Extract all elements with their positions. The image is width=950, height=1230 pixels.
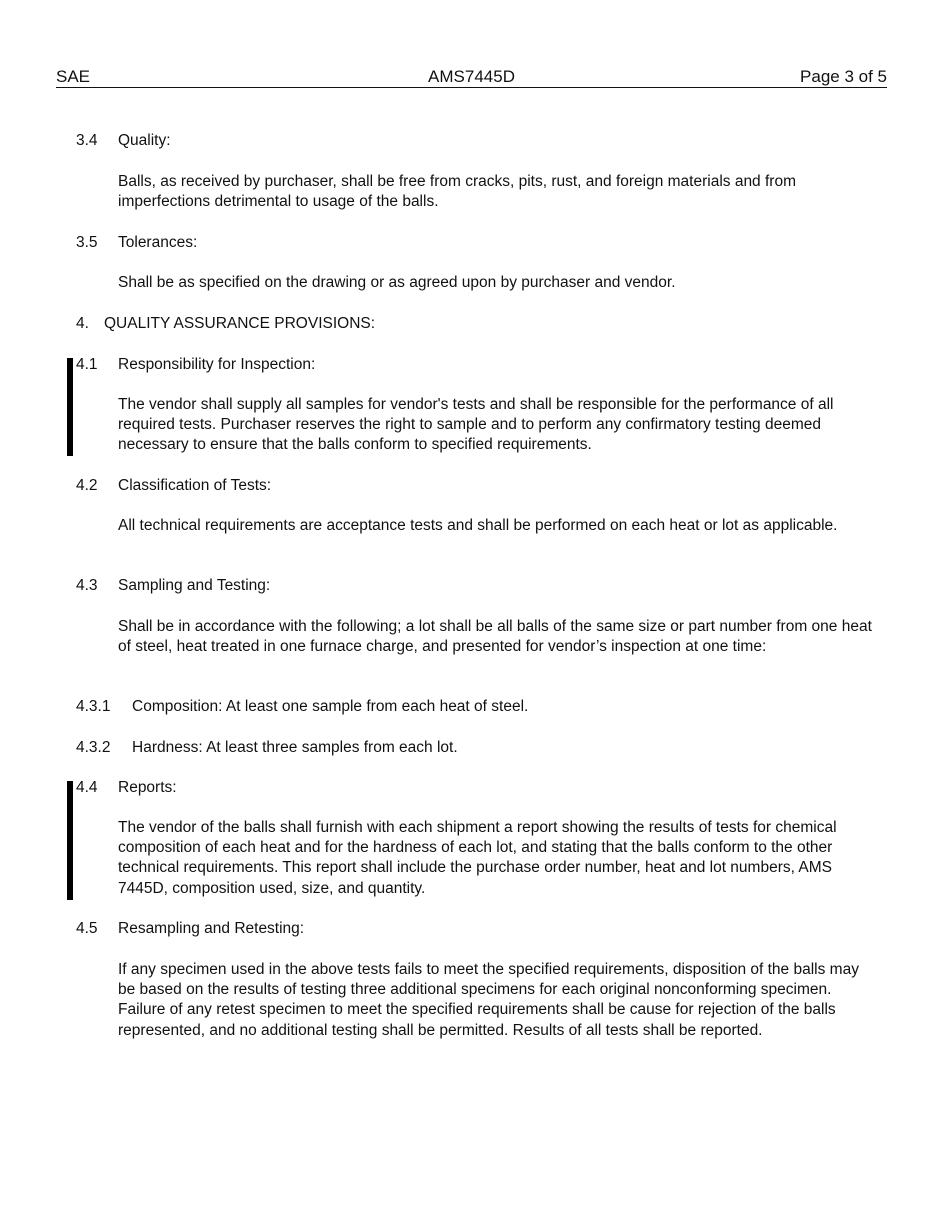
section-title: Quality: bbox=[118, 132, 171, 149]
section-number: 4.3.1 bbox=[76, 698, 111, 715]
section-3-5-heading bbox=[76, 233, 197, 253]
header-org: SAE bbox=[56, 67, 91, 86]
section-number: 4.5 bbox=[76, 920, 98, 937]
section-4-3-body: Shall be in accordance with the following; a lot shall be all balls of the same size or part number from one heat of steel, heat treated in one furnace charge, and presented for vendor’s inspection at one time: bbox=[118, 618, 872, 656]
section-title: Classification of Tests: bbox=[118, 477, 272, 494]
section-title: Reports: bbox=[118, 779, 177, 796]
revision-change-bar bbox=[67, 358, 73, 456]
section-number: 4.3 bbox=[76, 577, 98, 594]
section-4-5-body: If any specimen used in the above tests fails to meet the specified requirements, disposition of the balls may be based on the results of testing three additional specimens for each original nonconforming specimen. Failure of any retest specimen to meet the specified requirements shall be cause for rejection of the balls represented, and no additional testing shall be permitted. Results of all tests shall be reported. bbox=[118, 961, 859, 1039]
section-3-4-heading bbox=[76, 131, 171, 151]
section-4-1-heading bbox=[76, 355, 315, 375]
section-title: Hardness: At least three samples from each lot. bbox=[132, 739, 458, 756]
section-title: QUALITY ASSURANCE PROVISIONS: bbox=[104, 315, 376, 332]
section-4-2-body: All technical requirements are acceptance tests and shall be performed on each heat or lot as applicable. bbox=[118, 517, 838, 534]
section-title: Responsibility for Inspection: bbox=[118, 356, 316, 373]
revision-change-bar bbox=[67, 781, 73, 900]
section-title: Sampling and Testing: bbox=[118, 577, 271, 594]
section-number: 4.4 bbox=[76, 779, 98, 796]
section-3-5-body: Shall be as specified on the drawing or as agreed upon by purchaser and vendor. bbox=[118, 274, 676, 291]
section-4-3-1-heading bbox=[76, 697, 528, 717]
page-header bbox=[56, 67, 887, 88]
section-number: 4. bbox=[76, 315, 89, 332]
section-number: 4.3.2 bbox=[76, 739, 111, 756]
section-4-4-heading bbox=[76, 778, 177, 798]
section-4-5-heading bbox=[76, 919, 304, 939]
section-4-heading bbox=[76, 314, 375, 334]
section-4-3-2-heading bbox=[76, 738, 458, 758]
section-title: Resampling and Retesting: bbox=[118, 920, 305, 937]
section-3-4-body: Balls, as received by purchaser, shall be free from cracks, pits, rust, and foreign materials and from imperfections detrimental to usage of the balls. bbox=[118, 173, 796, 211]
header-page-number: Page 3 of 5 bbox=[800, 67, 887, 86]
section-number: 3.4 bbox=[76, 132, 98, 149]
section-number: 3.5 bbox=[76, 234, 98, 251]
section-number: 4.1 bbox=[76, 356, 98, 373]
section-title: Composition: At least one sample from each heat of steel. bbox=[132, 698, 529, 715]
section-title: Tolerances: bbox=[118, 234, 198, 251]
section-4-4-body: The vendor of the balls shall furnish with each shipment a report showing the results of tests for chemical composition of each heat and for the hardness of each lot, and stating that the balls conform to the other technical requirements. This report shall include the purchase order number, heat and lot numbers, AMS 7445D, composition used, size, and quantity. bbox=[118, 819, 837, 897]
header-doc-id: AMS7445D bbox=[428, 67, 515, 86]
section-4-3-heading bbox=[76, 576, 270, 596]
section-number: 4.2 bbox=[76, 477, 98, 494]
section-4-1-body: The vendor shall supply all samples for vendor's tests and shall be responsible for the performance of all required tests. Purchaser reserves the right to sample and to perform any confirmatory testing deemed necessary to ensure that the balls conform to specified requirements. bbox=[118, 396, 834, 454]
section-4-2-heading bbox=[76, 476, 271, 496]
